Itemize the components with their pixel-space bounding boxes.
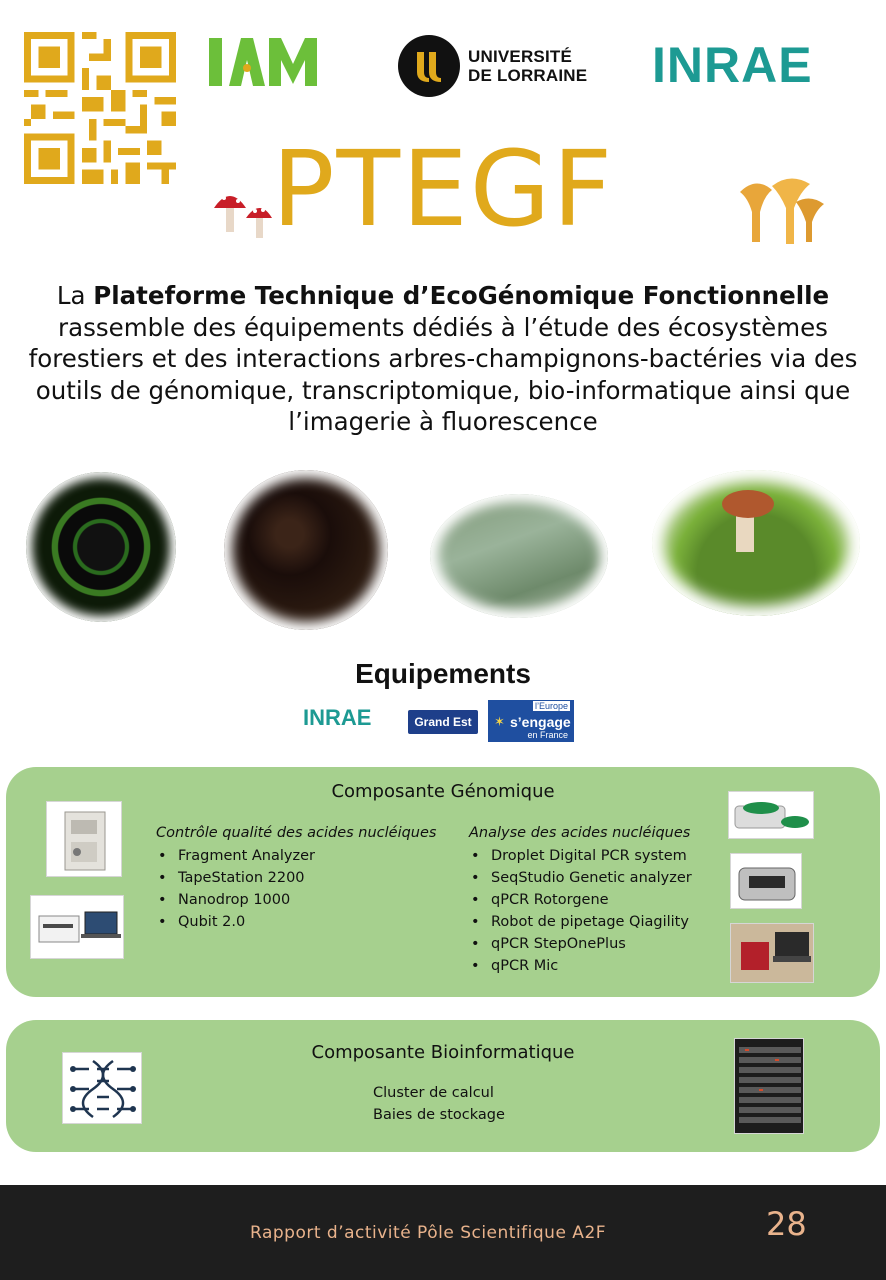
list-item: • SeqStudio Genetic analyzer xyxy=(469,867,692,889)
list-item: • qPCR Mic xyxy=(469,955,692,977)
fluorescence-fungal-sample-photo xyxy=(224,470,388,630)
fragment-analyzer-photo xyxy=(46,801,122,877)
bioinformatique-title: Composante Bioinformatique xyxy=(311,1042,575,1063)
bioinformatique-list xyxy=(373,1082,505,1126)
footer xyxy=(0,1185,886,1280)
qpcr-equipment-photo xyxy=(730,923,814,983)
equipements-heading: Equipements xyxy=(355,658,531,689)
list-item: • qPCR StepOnePlus xyxy=(469,933,692,955)
inrae-logo: INRAE xyxy=(652,37,813,93)
analysis-column xyxy=(469,825,692,977)
quality-control-column xyxy=(156,825,436,933)
dna-network-icon xyxy=(62,1052,142,1124)
universite-de-lorraine-logo xyxy=(398,36,587,96)
droplet-digital-pcr-photo xyxy=(728,791,814,839)
funder-grand-est-logo: Grand Est xyxy=(408,710,478,734)
quality-control-heading: Contrôle qualité des acides nucléiques xyxy=(156,825,437,841)
seqstudio-photo xyxy=(730,853,802,909)
analysis-heading: Analyse des acides nucléiques xyxy=(469,825,691,841)
red-mushrooms-illustration xyxy=(210,184,280,242)
list-item: Baies de stockage xyxy=(373,1107,505,1123)
chanterelle-mushrooms-illustration xyxy=(730,172,826,250)
funder-inrae-logo: INRAE xyxy=(303,705,372,730)
intro-lead: La xyxy=(56,281,94,310)
europe-logo-mid: s’engage xyxy=(510,714,571,730)
list-item: Cluster de calcul xyxy=(373,1085,494,1101)
mushroom-in-moss-photo xyxy=(652,470,860,616)
list-item: • Robot de pipetage Qiagility xyxy=(469,911,692,933)
europe-logo-top: l’Europe xyxy=(534,701,568,711)
list-item: • Fragment Analyzer xyxy=(156,845,436,867)
list-item: • Droplet Digital PCR system xyxy=(469,845,692,867)
ul-logo-line2: DE LORRAINE xyxy=(468,66,588,85)
footer-report-title: Rapport d’activité Pôle Scientifique A2F xyxy=(250,1223,607,1243)
intro-description: rassemble des équipements dédiés à l’étude des écosystèmes forestiers et des interactions arbres-champignons-bactéries via des outils de génomique, transcriptomique, bio-informatique ainsi que l’imagerie à fluorescence xyxy=(28,312,858,436)
server-rack-photo xyxy=(734,1038,804,1134)
list-item: • Qubit 2.0 xyxy=(156,911,436,933)
list-item: • TapeStation 2200 xyxy=(156,867,436,889)
iam-logo xyxy=(205,34,320,96)
fluorescence-root-section-photo xyxy=(26,472,176,622)
infected-leaf-photo xyxy=(430,494,608,618)
page-title: PTEGF xyxy=(271,128,615,250)
tapestation-photo xyxy=(30,895,124,959)
europe-logo-bottom: en France xyxy=(527,730,568,740)
genomique-title: Composante Génomique xyxy=(331,781,555,802)
bioinformatique-panel xyxy=(6,1020,880,1152)
ul-logo-line1: UNIVERSITÉ xyxy=(468,47,573,66)
intro-platform-name: Plateforme Technique d’EcoGénomique Fonctionnelle xyxy=(93,281,830,310)
eu-star-icon: ✶ xyxy=(494,714,505,729)
genomique-panel xyxy=(6,767,880,997)
list-item: • qPCR Rotorgene xyxy=(469,889,692,911)
ul-monogram-icon xyxy=(398,35,460,97)
intro-paragraph xyxy=(10,280,876,438)
page-number: 28 xyxy=(766,1205,807,1243)
funder-europe-logo xyxy=(488,700,574,742)
list-item: • Nanodrop 1000 xyxy=(156,889,436,911)
